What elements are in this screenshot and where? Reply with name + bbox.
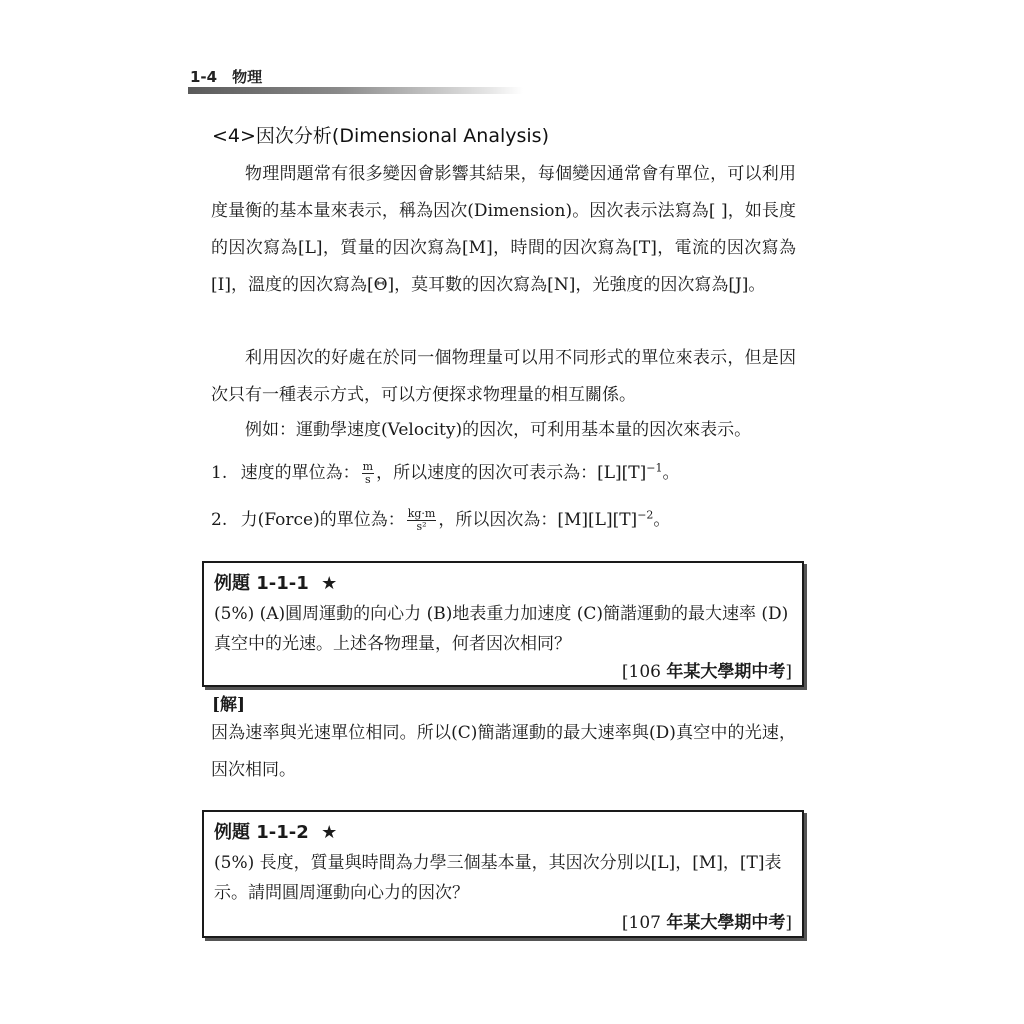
example-label: 例題 1-1-2 bbox=[214, 822, 309, 843]
exponent: −2 bbox=[637, 508, 654, 522]
source-open: [106 bbox=[621, 662, 667, 682]
list-text-dimension: ，所以因次為：[M][L][T] bbox=[438, 510, 638, 530]
example-source bbox=[622, 908, 792, 933]
example-label: 例題 1-1-1 bbox=[214, 573, 309, 594]
star-icon: ★ bbox=[321, 573, 338, 594]
unit-fraction bbox=[407, 508, 437, 533]
star-icon: ★ bbox=[321, 822, 338, 843]
example-question: (5%) 長度，質量與時間為力學三個基本量，其因次分別以[L]，[M]，[T]表示。請問圓周運動向心力的因次？ bbox=[214, 853, 782, 903]
source-text: 年某大學期中考 bbox=[666, 662, 786, 682]
exponent: −1 bbox=[646, 461, 663, 475]
list-item-velocity bbox=[211, 458, 679, 486]
source-open: [107 bbox=[621, 913, 667, 933]
example-box-2 bbox=[202, 810, 804, 938]
intro-paragraph-1: 物理問題常有很多變因會影響其結果，每個變因通常會有單位，可以利用度量衡的基本量來表示，稱為因次(Dimension)。因次表示法寫為[ ]，如長度的因次寫為[L]，質量的因次寫為[M]，時間的因次寫為[T]，電流的因次寫為[I]，溫度的因次寫為[Θ]，莫耳數的因次寫為[N]，光強度的因次寫為[J]。 bbox=[211, 164, 796, 295]
source-text: 年某大學期中考 bbox=[666, 913, 786, 933]
source-close: ] bbox=[785, 913, 792, 933]
list-end: 。 bbox=[662, 463, 680, 483]
fraction-denominator: s bbox=[365, 473, 371, 486]
example-box-1 bbox=[202, 561, 804, 687]
list-text-dimension: ，所以速度的因次可表示為：[L][T] bbox=[376, 463, 647, 483]
fraction-denominator: s² bbox=[416, 520, 427, 533]
section-title: <4>因次分析(Dimensional Analysis) bbox=[212, 125, 549, 147]
intro-paragraph-3: 例如：運動學速度(Velocity)的因次，可利用基本量的因次來表示。 bbox=[245, 420, 752, 440]
fraction-numerator: m bbox=[362, 460, 374, 473]
fraction-numerator: kg·m bbox=[407, 507, 436, 520]
example-question: (5%) (A)圓周運動的向心力 (B)地表重力加速度 (C)簡諧運動的最大速率 (D)真空中的光速。上述各物理量，何者因次相同？ bbox=[214, 604, 789, 654]
list-end: 。 bbox=[653, 510, 671, 530]
list-number: 1. bbox=[211, 463, 228, 483]
source-close: ] bbox=[785, 662, 792, 682]
list-text: 力(Force)的單位為： bbox=[240, 510, 405, 530]
page-header: 1-4 物理 bbox=[190, 68, 263, 86]
example-source bbox=[622, 657, 792, 682]
header-gradient-bar bbox=[188, 87, 523, 94]
unit-fraction bbox=[362, 461, 374, 486]
intro-paragraph-2: 利用因次的好處在於同一個物理量可以用不同形式的單位來表示，但是因次只有一種表示方式，可以方便探求物理量的相互關係。 bbox=[211, 348, 796, 405]
list-item-force bbox=[211, 505, 670, 533]
example-title bbox=[214, 569, 337, 595]
solution-label: [解] bbox=[212, 695, 246, 715]
list-text: 速度的單位為： bbox=[240, 463, 360, 483]
example-title bbox=[214, 818, 337, 844]
list-number: 2. bbox=[211, 510, 228, 530]
solution-text: 因為速率與光速單位相同。所以(C)簡諧運動的最大速率與(D)真空中的光速，因次相同。 bbox=[211, 723, 796, 780]
